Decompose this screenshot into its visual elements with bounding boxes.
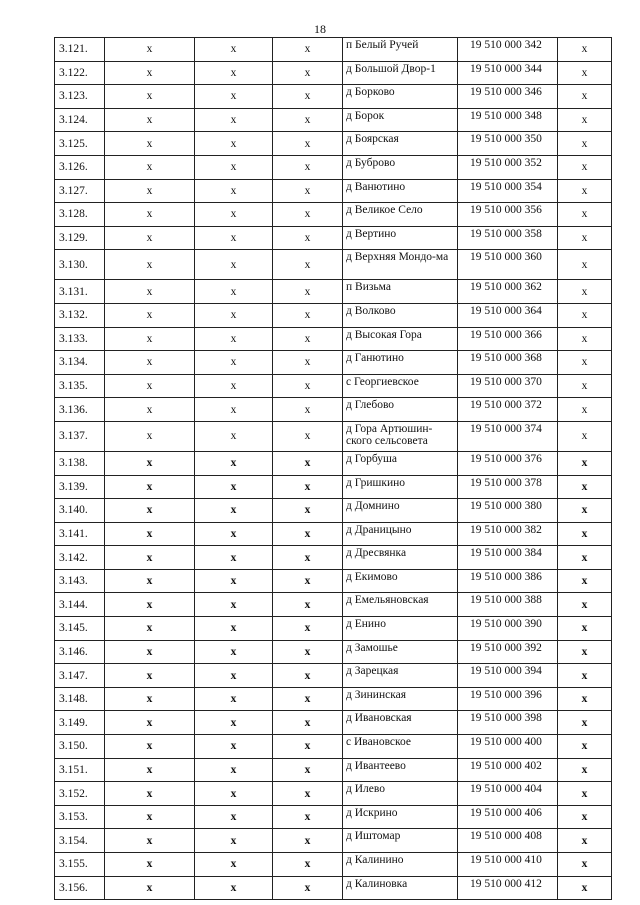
settlement-name-cell: д Илево xyxy=(343,782,458,806)
column-2-cell: x xyxy=(105,569,195,593)
settlement-name-cell: д Высокая Гора xyxy=(343,327,458,351)
table-row xyxy=(55,374,612,398)
row-number-cell: 3.156. xyxy=(55,876,105,900)
oktmo-code-cell: 19 510 000 388 xyxy=(458,593,558,617)
settlement-name-cell: д Гришкино xyxy=(343,475,458,499)
oktmo-code-cell: 19 510 000 400 xyxy=(458,735,558,759)
oktmo-code-cell: 19 510 000 348 xyxy=(458,108,558,132)
column-7-cell: x xyxy=(558,569,612,593)
column-2-cell: x xyxy=(105,593,195,617)
settlement-name-cell: д Ивановская xyxy=(343,711,458,735)
column-4-cell: x xyxy=(273,475,343,499)
column-3-cell: x xyxy=(195,805,273,829)
row-number-cell: 3.140. xyxy=(55,499,105,523)
oktmo-code-cell: 19 510 000 358 xyxy=(458,226,558,250)
table-row xyxy=(55,421,612,451)
column-4-cell: x xyxy=(273,398,343,422)
column-4-cell: x xyxy=(273,829,343,853)
table-row xyxy=(55,499,612,523)
table-row xyxy=(55,85,612,109)
row-number-cell: 3.144. xyxy=(55,593,105,617)
page-number: 18 xyxy=(314,22,326,36)
oktmo-code-cell: 19 510 000 344 xyxy=(458,61,558,85)
column-3-cell: x xyxy=(195,327,273,351)
oktmo-code-cell: 19 510 000 404 xyxy=(458,782,558,806)
column-2-cell: x xyxy=(105,421,195,451)
table-row xyxy=(55,664,612,688)
column-3-cell: x xyxy=(195,250,273,280)
oktmo-code-cell: 19 510 000 382 xyxy=(458,522,558,546)
column-7-cell: x xyxy=(558,280,612,304)
column-7-cell: x xyxy=(558,711,612,735)
column-7-cell: x xyxy=(558,132,612,156)
row-number-cell: 3.146. xyxy=(55,640,105,664)
column-7-cell: x xyxy=(558,108,612,132)
column-3-cell: x xyxy=(195,280,273,304)
oktmo-code-cell: 19 510 000 372 xyxy=(458,398,558,422)
table-row xyxy=(55,155,612,179)
oktmo-code-cell: 19 510 000 378 xyxy=(458,475,558,499)
column-3-cell: x xyxy=(195,61,273,85)
row-number-cell: 3.151. xyxy=(55,758,105,782)
oktmo-code-cell: 19 510 000 350 xyxy=(458,132,558,156)
column-3-cell: x xyxy=(195,546,273,570)
column-3-cell: x xyxy=(195,711,273,735)
column-2-cell: x xyxy=(105,711,195,735)
column-2-cell: x xyxy=(105,829,195,853)
oktmo-code-cell: 19 510 000 406 xyxy=(458,805,558,829)
row-number-cell: 3.134. xyxy=(55,351,105,375)
oktmo-code-cell: 19 510 000 408 xyxy=(458,829,558,853)
column-4-cell: x xyxy=(273,876,343,900)
settlement-name-cell: д Буброво xyxy=(343,155,458,179)
column-2-cell: x xyxy=(105,250,195,280)
column-3-cell: x xyxy=(195,203,273,227)
column-7-cell: x xyxy=(558,226,612,250)
column-4-cell: x xyxy=(273,303,343,327)
column-4-cell: x xyxy=(273,617,343,641)
settlement-name-cell: д Калинино xyxy=(343,853,458,877)
column-3-cell: x xyxy=(195,351,273,375)
column-7-cell: x xyxy=(558,782,612,806)
column-3-cell: x xyxy=(195,829,273,853)
oktmo-code-cell: 19 510 000 376 xyxy=(458,451,558,475)
table-row xyxy=(55,327,612,351)
row-number-cell: 3.132. xyxy=(55,303,105,327)
column-2-cell: x xyxy=(105,546,195,570)
row-number-cell: 3.130. xyxy=(55,250,105,280)
column-7-cell: x xyxy=(558,735,612,759)
row-number-cell: 3.143. xyxy=(55,569,105,593)
row-number-cell: 3.126. xyxy=(55,155,105,179)
column-4-cell: x xyxy=(273,593,343,617)
column-7-cell: x xyxy=(558,499,612,523)
column-2-cell: x xyxy=(105,687,195,711)
row-number-cell: 3.131. xyxy=(55,280,105,304)
column-7-cell: x xyxy=(558,38,612,62)
column-7-cell: x xyxy=(558,853,612,877)
column-3-cell: x xyxy=(195,108,273,132)
row-number-cell: 3.133. xyxy=(55,327,105,351)
column-7-cell: x xyxy=(558,398,612,422)
row-number-cell: 3.128. xyxy=(55,203,105,227)
column-3-cell: x xyxy=(195,569,273,593)
oktmo-code-cell: 19 510 000 364 xyxy=(458,303,558,327)
column-4-cell: x xyxy=(273,546,343,570)
column-3-cell: x xyxy=(195,853,273,877)
column-2-cell: x xyxy=(105,735,195,759)
settlement-name-cell: д Боярская xyxy=(343,132,458,156)
table-row xyxy=(55,593,612,617)
column-3-cell: x xyxy=(195,398,273,422)
settlement-name-cell: д Иштомар xyxy=(343,829,458,853)
table-row xyxy=(55,250,612,280)
row-number-cell: 3.135. xyxy=(55,374,105,398)
settlement-name-cell: д Вертино xyxy=(343,226,458,250)
column-3-cell: x xyxy=(195,155,273,179)
column-2-cell: x xyxy=(105,451,195,475)
row-number-cell: 3.129. xyxy=(55,226,105,250)
table-row xyxy=(55,687,612,711)
column-3-cell: x xyxy=(195,421,273,451)
oktmo-code-cell: 19 510 000 346 xyxy=(458,85,558,109)
settlement-name-cell: п Визьма xyxy=(343,280,458,304)
row-number-cell: 3.142. xyxy=(55,546,105,570)
table-row xyxy=(55,782,612,806)
settlement-name-cell: с Георгиевское xyxy=(343,374,458,398)
column-2-cell: x xyxy=(105,782,195,806)
column-2-cell: x xyxy=(105,499,195,523)
row-number-cell: 3.147. xyxy=(55,664,105,688)
column-4-cell: x xyxy=(273,155,343,179)
table-row xyxy=(55,711,612,735)
table-row xyxy=(55,451,612,475)
row-number-cell: 3.122. xyxy=(55,61,105,85)
table-row xyxy=(55,805,612,829)
column-3-cell: x xyxy=(195,593,273,617)
column-3-cell: x xyxy=(195,475,273,499)
table-row xyxy=(55,398,612,422)
column-3-cell: x xyxy=(195,303,273,327)
column-7-cell: x xyxy=(558,640,612,664)
settlement-name-cell: д Ванютино xyxy=(343,179,458,203)
column-4-cell: x xyxy=(273,203,343,227)
table-row xyxy=(55,546,612,570)
column-3-cell: x xyxy=(195,499,273,523)
oktmo-code-cell: 19 510 000 362 xyxy=(458,280,558,304)
column-3-cell: x xyxy=(195,758,273,782)
settlement-name-cell: д Волково xyxy=(343,303,458,327)
row-number-cell: 3.150. xyxy=(55,735,105,759)
column-7-cell: x xyxy=(558,155,612,179)
table-row xyxy=(55,38,612,62)
oktmo-code-cell: 19 510 000 370 xyxy=(458,374,558,398)
settlement-name-cell: д Зарецкая xyxy=(343,664,458,688)
column-7-cell: x xyxy=(558,805,612,829)
column-7-cell: x xyxy=(558,85,612,109)
row-number-cell: 3.155. xyxy=(55,853,105,877)
column-7-cell: x xyxy=(558,617,612,641)
column-7-cell: x xyxy=(558,546,612,570)
oktmo-code-cell: 19 510 000 398 xyxy=(458,711,558,735)
column-3-cell: x xyxy=(195,226,273,250)
table-row xyxy=(55,108,612,132)
column-7-cell: x xyxy=(558,876,612,900)
settlement-name-cell: д Большой Двор-1 xyxy=(343,61,458,85)
settlement-name-cell: д Горбуша xyxy=(343,451,458,475)
oktmo-code-cell: 19 510 000 402 xyxy=(458,758,558,782)
column-2-cell: x xyxy=(105,853,195,877)
row-number-cell: 3.125. xyxy=(55,132,105,156)
row-number-cell: 3.136. xyxy=(55,398,105,422)
column-7-cell: x xyxy=(558,829,612,853)
settlement-name-cell: д Енино xyxy=(343,617,458,641)
table-row xyxy=(55,640,612,664)
row-number-cell: 3.141. xyxy=(55,522,105,546)
column-4-cell: x xyxy=(273,805,343,829)
settlement-name-cell: д Дресвянка xyxy=(343,546,458,570)
row-number-cell: 3.139. xyxy=(55,475,105,499)
column-4-cell: x xyxy=(273,522,343,546)
oktmo-code-cell: 19 510 000 374 xyxy=(458,421,558,451)
oktmo-code-cell: 19 510 000 396 xyxy=(458,687,558,711)
column-2-cell: x xyxy=(105,226,195,250)
table-row xyxy=(55,758,612,782)
column-2-cell: x xyxy=(105,758,195,782)
column-7-cell: x xyxy=(558,687,612,711)
row-number-cell: 3.154. xyxy=(55,829,105,853)
column-3-cell: x xyxy=(195,664,273,688)
column-7-cell: x xyxy=(558,250,612,280)
column-2-cell: x xyxy=(105,38,195,62)
settlement-name-cell: д Великое Село xyxy=(343,203,458,227)
column-4-cell: x xyxy=(273,711,343,735)
column-4-cell: x xyxy=(273,226,343,250)
table-row xyxy=(55,876,612,900)
row-number-cell: 3.148. xyxy=(55,687,105,711)
row-number-cell: 3.123. xyxy=(55,85,105,109)
table-row xyxy=(55,617,612,641)
column-4-cell: x xyxy=(273,758,343,782)
column-7-cell: x xyxy=(558,475,612,499)
column-4-cell: x xyxy=(273,61,343,85)
table-row xyxy=(55,853,612,877)
settlement-name-cell: д Ганютино xyxy=(343,351,458,375)
column-3-cell: x xyxy=(195,179,273,203)
row-number-cell: 3.127. xyxy=(55,179,105,203)
table-row xyxy=(55,351,612,375)
table-row xyxy=(55,132,612,156)
column-4-cell: x xyxy=(273,250,343,280)
column-4-cell: x xyxy=(273,132,343,156)
oktmo-code-cell: 19 510 000 394 xyxy=(458,664,558,688)
column-2-cell: x xyxy=(105,203,195,227)
settlement-name-cell: д Искрино xyxy=(343,805,458,829)
column-2-cell: x xyxy=(105,805,195,829)
row-number-cell: 3.145. xyxy=(55,617,105,641)
column-2-cell: x xyxy=(105,303,195,327)
column-3-cell: x xyxy=(195,132,273,156)
table-row xyxy=(55,303,612,327)
column-2-cell: x xyxy=(105,664,195,688)
column-2-cell: x xyxy=(105,640,195,664)
settlement-name-cell: д Екимово xyxy=(343,569,458,593)
settlement-name-cell: с Ивановское xyxy=(343,735,458,759)
settlement-name-cell: д Верхняя Мондо-ма xyxy=(343,250,458,280)
settlement-name-cell: д Гора Артюшин-ского сельсовета xyxy=(343,421,458,451)
table-row xyxy=(55,203,612,227)
oktmo-code-cell: 19 510 000 392 xyxy=(458,640,558,664)
column-3-cell: x xyxy=(195,687,273,711)
column-4-cell: x xyxy=(273,327,343,351)
column-4-cell: x xyxy=(273,85,343,109)
row-number-cell: 3.121. xyxy=(55,38,105,62)
oktmo-code-cell: 19 510 000 380 xyxy=(458,499,558,523)
column-4-cell: x xyxy=(273,853,343,877)
column-4-cell: x xyxy=(273,499,343,523)
oktmo-code-cell: 19 510 000 410 xyxy=(458,853,558,877)
oktmo-code-cell: 19 510 000 360 xyxy=(458,250,558,280)
table-row xyxy=(55,280,612,304)
column-4-cell: x xyxy=(273,664,343,688)
column-4-cell: x xyxy=(273,351,343,375)
column-4-cell: x xyxy=(273,280,343,304)
column-4-cell: x xyxy=(273,782,343,806)
column-7-cell: x xyxy=(558,203,612,227)
column-7-cell: x xyxy=(558,421,612,451)
oktmo-code-cell: 19 510 000 352 xyxy=(458,155,558,179)
oktmo-code-cell: 19 510 000 368 xyxy=(458,351,558,375)
table-row xyxy=(55,226,612,250)
table-row xyxy=(55,735,612,759)
column-7-cell: x xyxy=(558,522,612,546)
settlement-name-cell: д Зининская xyxy=(343,687,458,711)
settlement-name-cell: д Емельяновская xyxy=(343,593,458,617)
row-number-cell: 3.152. xyxy=(55,782,105,806)
column-4-cell: x xyxy=(273,421,343,451)
row-number-cell: 3.153. xyxy=(55,805,105,829)
column-2-cell: x xyxy=(105,522,195,546)
column-3-cell: x xyxy=(195,374,273,398)
row-number-cell: 3.124. xyxy=(55,108,105,132)
settlement-name-cell: п Белый Ручей xyxy=(343,38,458,62)
column-4-cell: x xyxy=(273,179,343,203)
settlement-name-cell: д Калиновка xyxy=(343,876,458,900)
column-7-cell: x xyxy=(558,61,612,85)
column-2-cell: x xyxy=(105,351,195,375)
column-4-cell: x xyxy=(273,108,343,132)
column-3-cell: x xyxy=(195,617,273,641)
column-7-cell: x xyxy=(558,179,612,203)
column-7-cell: x xyxy=(558,374,612,398)
column-2-cell: x xyxy=(105,108,195,132)
column-2-cell: x xyxy=(105,374,195,398)
settlement-name-cell: д Борково xyxy=(343,85,458,109)
column-3-cell: x xyxy=(195,522,273,546)
settlement-name-cell: д Борок xyxy=(343,108,458,132)
oktmo-code-cell: 19 510 000 390 xyxy=(458,617,558,641)
column-2-cell: x xyxy=(105,85,195,109)
column-2-cell: x xyxy=(105,155,195,179)
column-2-cell: x xyxy=(105,475,195,499)
table-row xyxy=(55,569,612,593)
settlement-name-cell: д Домнино xyxy=(343,499,458,523)
oktmo-code-cell: 19 510 000 356 xyxy=(458,203,558,227)
column-3-cell: x xyxy=(195,640,273,664)
column-2-cell: x xyxy=(105,876,195,900)
column-2-cell: x xyxy=(105,617,195,641)
column-3-cell: x xyxy=(195,782,273,806)
settlement-name-cell: д Глебово xyxy=(343,398,458,422)
column-4-cell: x xyxy=(273,569,343,593)
column-7-cell: x xyxy=(558,664,612,688)
column-2-cell: x xyxy=(105,327,195,351)
column-4-cell: x xyxy=(273,735,343,759)
column-7-cell: x xyxy=(558,451,612,475)
settlement-name-cell: д Замошье xyxy=(343,640,458,664)
oktmo-code-cell: 19 510 000 342 xyxy=(458,38,558,62)
row-number-cell: 3.137. xyxy=(55,421,105,451)
oktmo-code-cell: 19 510 000 384 xyxy=(458,546,558,570)
oktmo-code-cell: 19 510 000 386 xyxy=(458,569,558,593)
column-3-cell: x xyxy=(195,876,273,900)
table-row xyxy=(55,179,612,203)
column-2-cell: x xyxy=(105,280,195,304)
settlement-table xyxy=(54,37,612,900)
column-2-cell: x xyxy=(105,398,195,422)
settlement-name-cell: д Драницыно xyxy=(343,522,458,546)
oktmo-code-cell: 19 510 000 354 xyxy=(458,179,558,203)
column-7-cell: x xyxy=(558,327,612,351)
column-4-cell: x xyxy=(273,374,343,398)
column-2-cell: x xyxy=(105,179,195,203)
column-2-cell: x xyxy=(105,132,195,156)
table-row xyxy=(55,522,612,546)
column-2-cell: x xyxy=(105,61,195,85)
column-3-cell: x xyxy=(195,451,273,475)
column-7-cell: x xyxy=(558,351,612,375)
column-3-cell: x xyxy=(195,38,273,62)
column-4-cell: x xyxy=(273,687,343,711)
row-number-cell: 3.149. xyxy=(55,711,105,735)
column-4-cell: x xyxy=(273,640,343,664)
table-row xyxy=(55,61,612,85)
row-number-cell: 3.138. xyxy=(55,451,105,475)
column-4-cell: x xyxy=(273,451,343,475)
table-row xyxy=(55,475,612,499)
table-row xyxy=(55,829,612,853)
column-7-cell: x xyxy=(558,593,612,617)
settlement-name-cell: д Ивантеево xyxy=(343,758,458,782)
column-3-cell: x xyxy=(195,85,273,109)
column-7-cell: x xyxy=(558,303,612,327)
oktmo-code-cell: 19 510 000 366 xyxy=(458,327,558,351)
column-3-cell: x xyxy=(195,735,273,759)
column-4-cell: x xyxy=(273,38,343,62)
oktmo-code-cell: 19 510 000 412 xyxy=(458,876,558,900)
column-7-cell: x xyxy=(558,758,612,782)
